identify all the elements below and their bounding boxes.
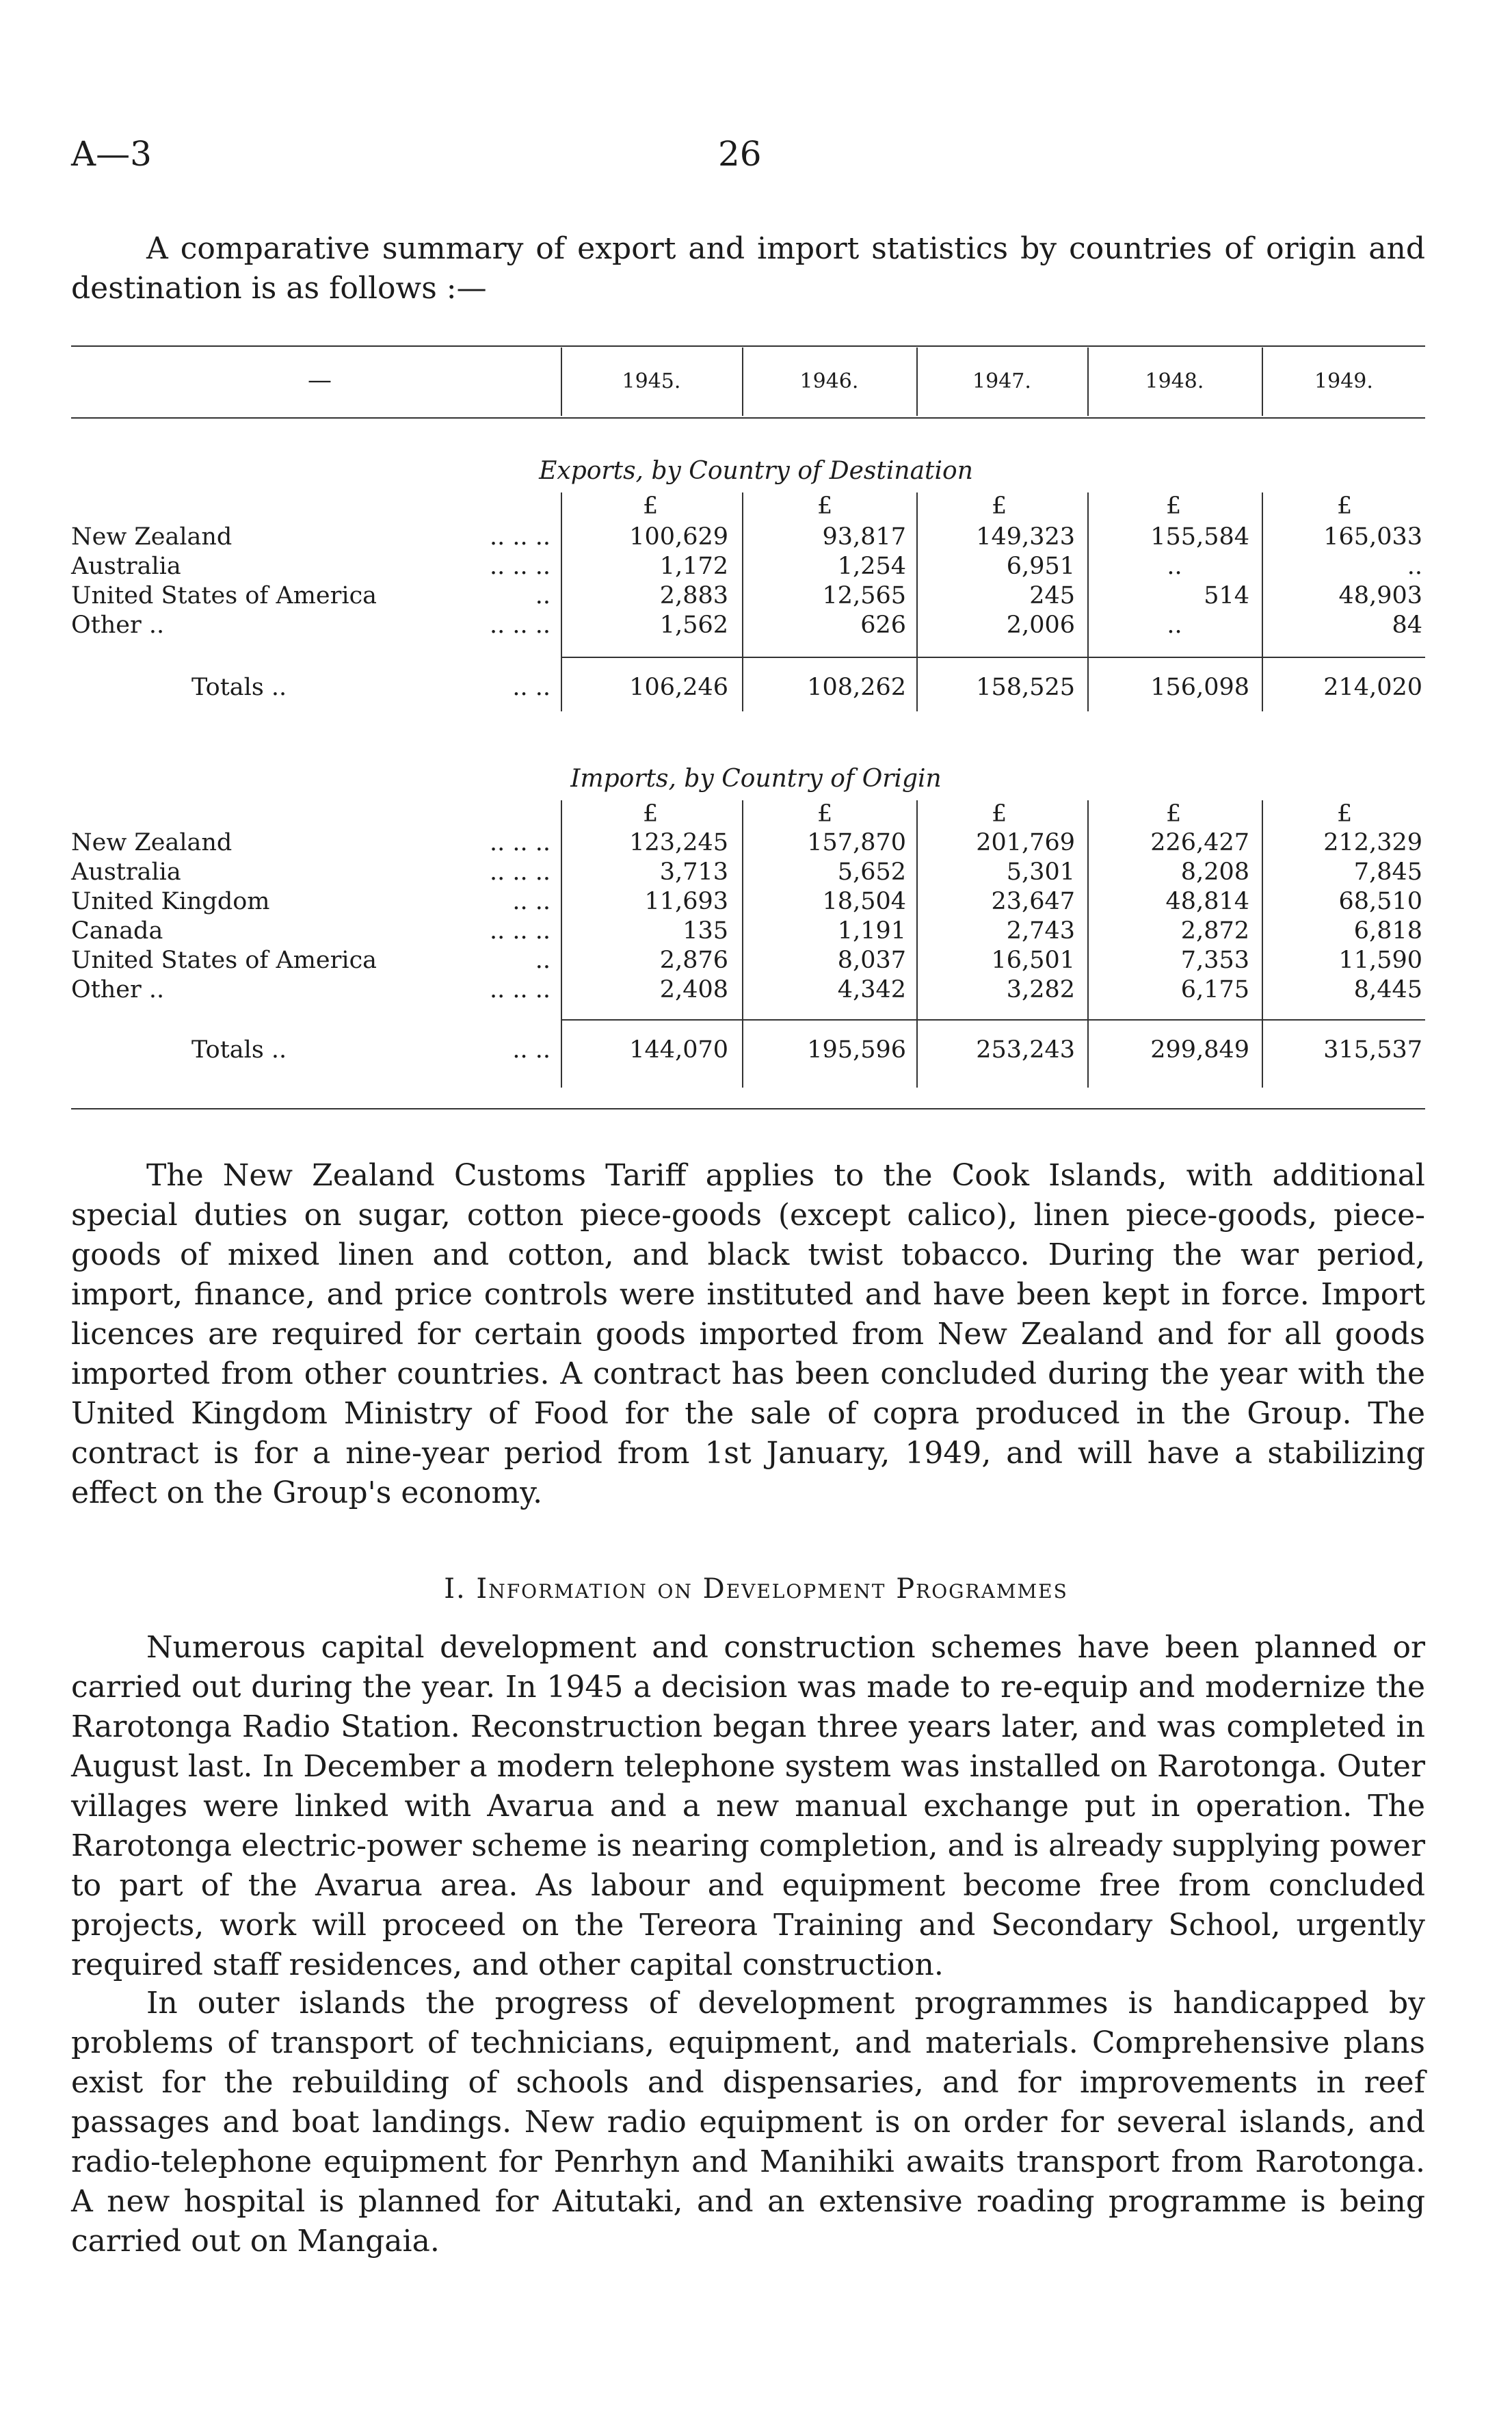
table-header-rule (71, 417, 1425, 419)
tariff-paragraph: The New Zealand Customs Tariff applies to the Cook Islands, with additional special duties on sugar, cotton piece-goods (except calico), linen piece-goods, piece-goods of mixed linen and cotton, and black twist tobacco. During the war period, import, finance, and price controls were instituted and have been kept in force. Import licences are required for certain goods imported from New Zealand and for all goods imported from other countries. A contract has been concluded during the year with the United Kingdom Ministry of Food for the sale of copra produced in the Group. The contract is for a nine-year period from 1st January, 1949, and will have a stabilizing effect on the Group's economy. (71, 1158, 1425, 1510)
table-corner-dash: — (308, 367, 332, 394)
currency-symbol: £ (992, 800, 1007, 828)
currency-symbol: £ (1166, 492, 1182, 520)
currency-symbol: £ (817, 800, 833, 828)
development-paragraph-1: Numerous capital development and construction schemes have been planned or carried out during the year. In 1945 a decision was made to re-equip and modernize the Rarotonga Radio Station. Reconstruction began three years later, and was completed in August last. In December a modern telephone system was installed on Rarotonga. Outer villages were linked with Avarua and a new manual exchange put in operation. The Rarotonga electric-power scheme is nearing completion, and is already supplying power to part of the Avarua area. As labour and equipment become free from concluded projects, work will proceed on the Tereora Training and Secondary School, urgently required staff residences, and other capital construction. (71, 1630, 1425, 1982)
exports-subtitle: Exports, by Country of Destination (539, 457, 973, 485)
table-top-rule (71, 345, 1425, 347)
currency-symbol: £ (1166, 800, 1182, 828)
intro-paragraph: A comparative summary of export and import statistics by countries of origin and destination is as follows :— (71, 231, 1425, 306)
totals-rule (561, 657, 1425, 658)
development-paragraph-2: In outer islands the progress of development programmes is handicapped by problems of transport of technicians, equipment, and materials. Comprehensive plans exist for the rebuilding of schools and dispensaries, and for improvements in reef passages and boat landings. New radio equipment is on order for several islands, and radio-telephone equipment for Penrhyn and Manihiki awaits transport from Rarotonga. A new hospital is planned for Aitutaki, and an extensive roading programme is being carried out on Mangaia. (71, 1986, 1425, 2259)
currency-symbol: £ (643, 492, 659, 520)
year-header: 1949. (1314, 369, 1373, 393)
year-header: 1946. (799, 369, 859, 393)
document-code: A—3 (71, 134, 152, 174)
currency-symbol: £ (1337, 800, 1353, 828)
year-header: 1945. (622, 369, 681, 393)
currency-symbol: £ (817, 492, 833, 520)
year-header: 1947. (972, 369, 1031, 393)
year-header: 1948. (1145, 369, 1204, 393)
currency-symbol: £ (1337, 492, 1353, 520)
imports-subtitle: Imports, by Country of Origin (570, 765, 942, 793)
currency-symbol: £ (643, 800, 659, 828)
section-heading: I. Information on Development Programmes (444, 1573, 1068, 1605)
page-number: 26 (718, 134, 762, 174)
totals-rule (561, 1019, 1425, 1021)
currency-symbol: £ (992, 492, 1007, 520)
table-bottom-rule (71, 1108, 1425, 1109)
